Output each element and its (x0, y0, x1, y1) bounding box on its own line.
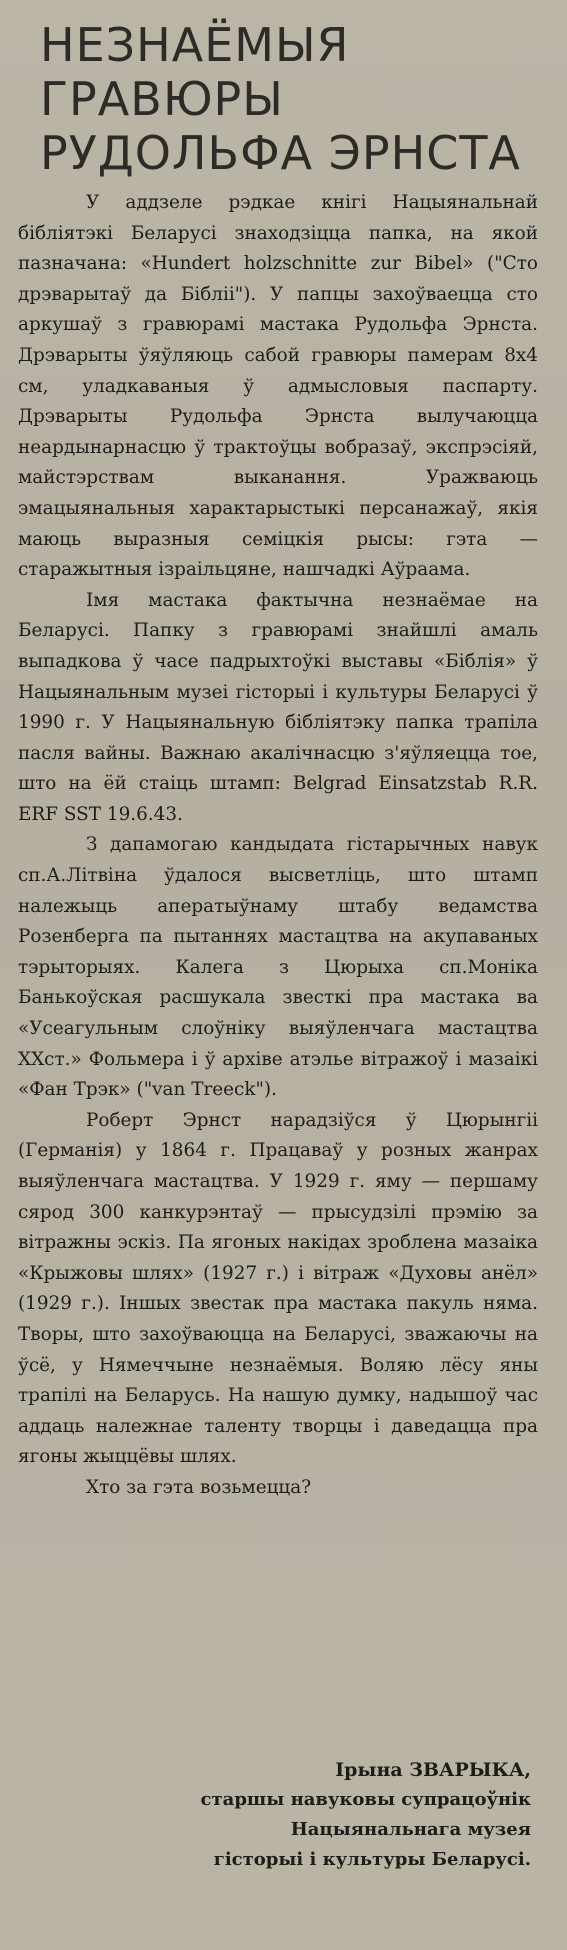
article-body (18, 188, 538, 1504)
author-position: старшы навуковы супрацоўнік (200, 1789, 531, 1810)
paragraph-5: Хто за гэта возьмецца? (86, 1476, 312, 1498)
author-name: Ірына ЗВАРЫКА, (335, 1759, 531, 1781)
paragraph-2: Імя мастака фактычна незнаёмае на Беларусі. Папку з гравюрамі знайшлі амаль выпадкова ў часе падрыхтоўкі выставы «Біблія» ў Нацыянальным музеі гісторыі і культуры Беларусі ў 1990 г. У Нацыянальную бібліятэку папка трапіла пасля вайны. Важнаю акалічнасцю з'яўляецца тое, што на ёй стаіць штамп: Belgrad Einsatzstab R.R. ERF SST 19.6.43. (18, 589, 538, 825)
author-organization-cont: гісторыі і культуры Беларусі. (213, 1849, 531, 1870)
article-title (40, 18, 540, 180)
paragraph-1: У аддзеле рэдкае кнігі Нацыянальнай бібліятэкі Беларусі знаходзіцца папка, на якой пазначана: «Hundert holzschnitte zur Bibel» ("Сто дрэварытаў да Бібліі"). У папцы захоўваецца сто аркушаў з гравюрамі мастака Рудольфа Эрнста. Дрэварыты ўяўляюць сабой гравюры памерам 8х4 см, уладкаваныя ў адмысловыя паспарту. Дрэварыты Рудольфа Эрнста вылучаюцца неардынарнасцю ў трактоўцы вобразаў, экспрэсіяй, майстэрствам выканання. Уражваюць эмацыянальныя характарыстыкі персанажаў, якія маюць выразныя семіцкія рысы: гэта — старажытныя ізраільцяне, нашчадкі Аўраама. (18, 192, 538, 581)
title-line-2: ГРАВЮРЫ (40, 72, 284, 126)
paragraph-4: Роберт Эрнст нарадзіўся ў Цюрынгіі (Германія) у 1864 г. Працаваў у розных жанрах выяўленчага мастацтва. У 1929 г. яму — першаму сярод 300 канкурэнтаў — прысудзілі прэмію за вітражны эскіз. Па ягоных накідах зроблена мазаіка «Крыжовы шлях» (1927 г.) і вітраж «Духовы анёл» (1929 г.). Іншых звестак пра мастака пакуль няма. Творы, што захоўваюцца на Беларусі, зважаючы на ўсё, у Нямеччыне незнаёмыя. Воляю лёсу яны трапілі на Беларусь. На нашую думку, надышоў час аддаць належнае таленту творцы і даведацца пра ягоны жыццёвы шлях. (18, 1109, 538, 1468)
author-signature (111, 1755, 531, 1875)
author-organization: Нацыянальнага музея (290, 1819, 531, 1840)
title-line-1: НЕЗНАЁМЫЯ (40, 18, 350, 72)
paragraph-3: З дапамогаю кандыдата гістарычных навук сп.А.Літвіна ўдалося высветліць, што штамп належыць аператыўнаму штабу ведамства Розенберга па пытаннях мастацтва на акупаваных тэрыторыях. Калега з Цюрыха сп.Моніка Банькоўская расшукала звесткі пра мастака ва «Усеагульным слоўніку выяўленчага мастацтва ХХст.» Фольмера і ў архіве атэльe вітражоў і мазаікі «Фан Трэк» ("van Treeck"). (18, 834, 538, 1101)
title-line-3: РУДОЛЬФА ЭРНСТА (40, 126, 521, 180)
